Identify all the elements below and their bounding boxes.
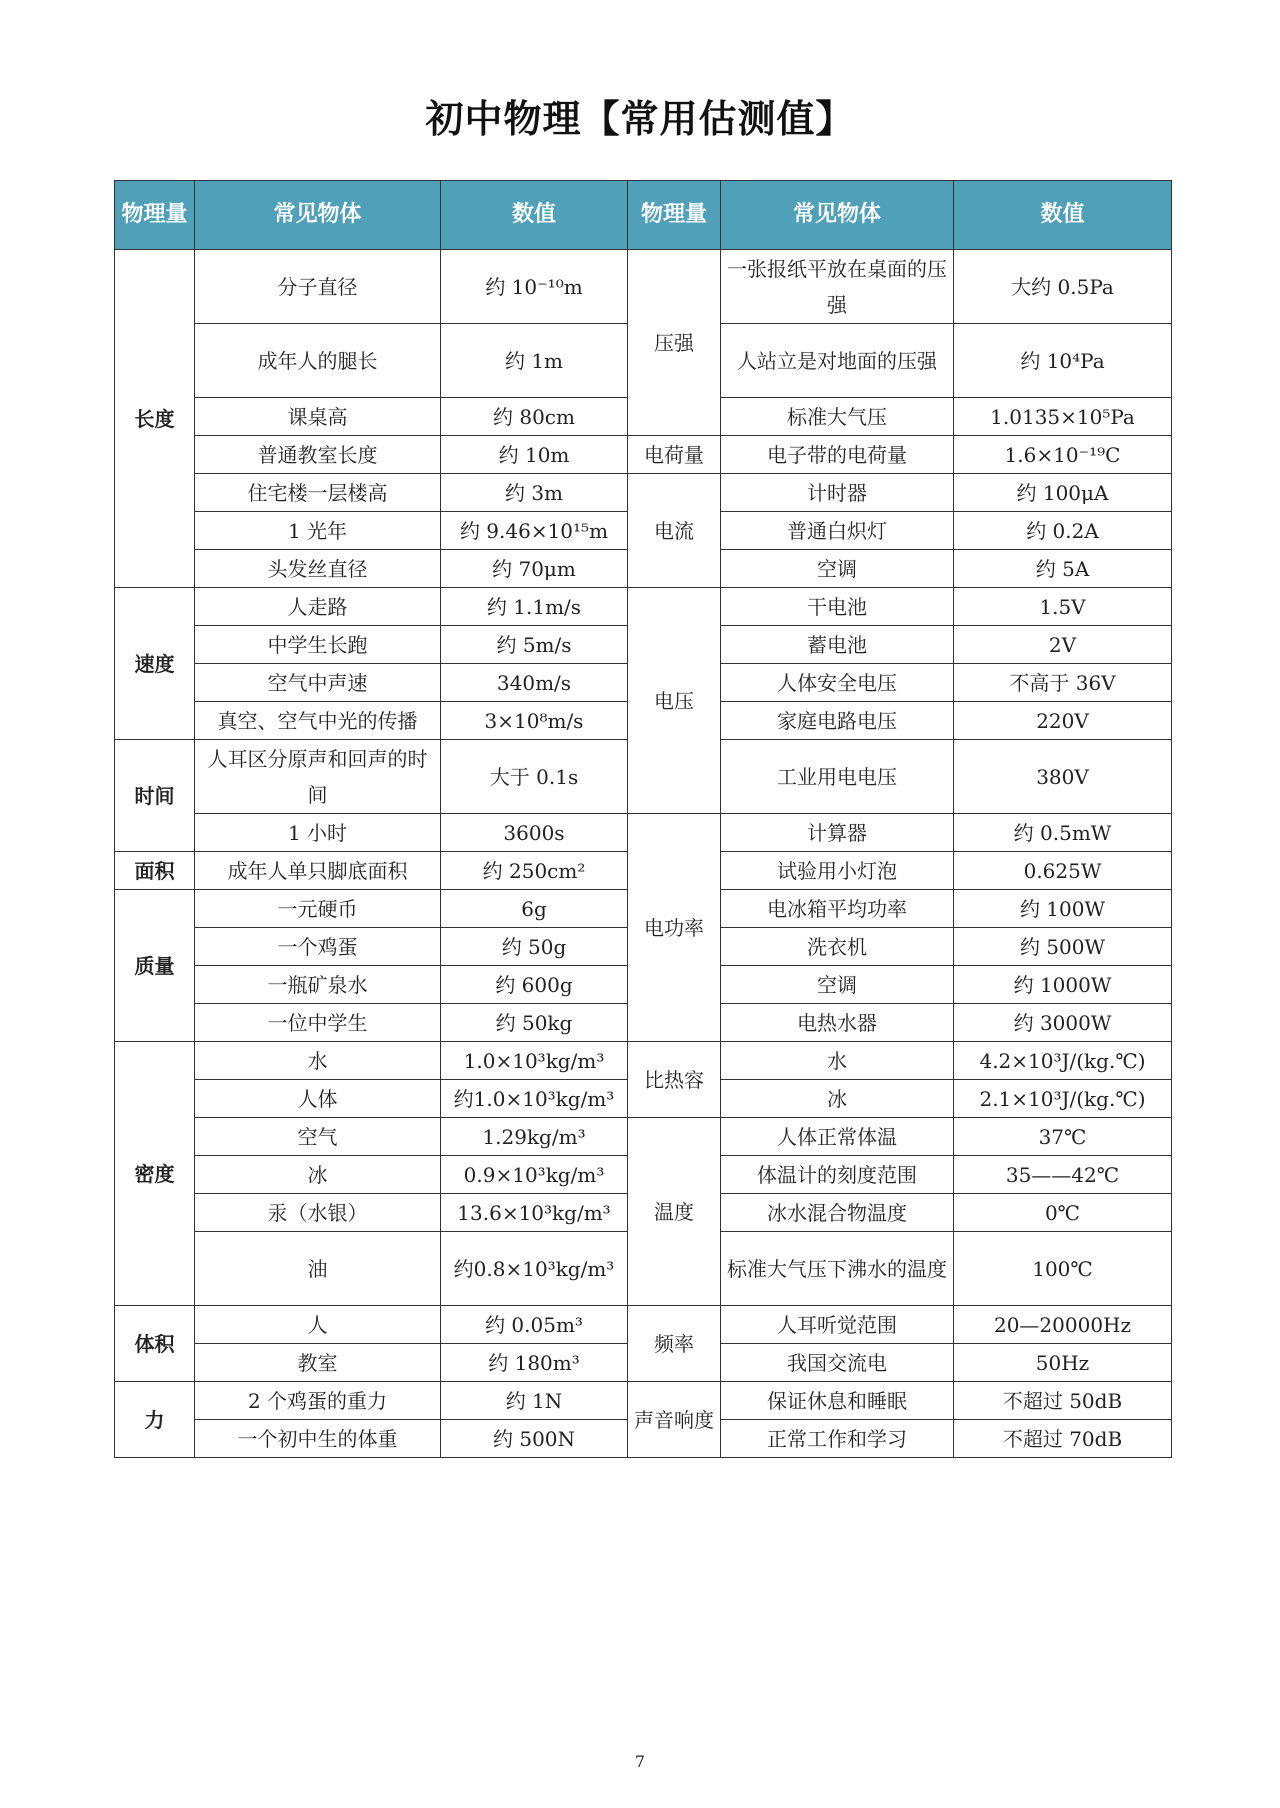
category-time: 时间 — [115, 740, 195, 852]
value-cell: 3×10⁸m/s — [441, 702, 628, 740]
value-cell: 约 600g — [441, 966, 628, 1004]
value-cell: 约 1N — [441, 1382, 628, 1420]
value-cell: 约 1000W — [954, 966, 1172, 1004]
value-cell: 2.1×10³J/(kg.℃) — [954, 1080, 1172, 1118]
category-power: 电功率 — [628, 814, 721, 1042]
value-cell: 约 50kg — [441, 1004, 628, 1042]
object-cell: 计时器 — [721, 474, 954, 512]
value-cell: 约 0.5mW — [954, 814, 1172, 852]
object-cell: 人体安全电压 — [721, 664, 954, 702]
object-cell: 一个初中生的体重 — [195, 1420, 441, 1458]
value-cell: 不高于 36V — [954, 664, 1172, 702]
value-cell: 约 0.05m³ — [441, 1306, 628, 1344]
object-cell: 空气 — [195, 1118, 441, 1156]
object-cell: 空调 — [721, 966, 954, 1004]
object-cell: 2 个鸡蛋的重力 — [195, 1382, 441, 1420]
table-row — [115, 1042, 1172, 1080]
value-cell: 约 10⁴Pa — [954, 324, 1172, 398]
header-value: 数值 — [441, 181, 628, 250]
value-cell: 100℃ — [954, 1232, 1172, 1306]
value-cell: 1.0×10³kg/m³ — [441, 1042, 628, 1080]
category-length: 长度 — [115, 250, 195, 588]
object-cell: 工业用电电压 — [721, 740, 954, 814]
object-cell: 洗衣机 — [721, 928, 954, 966]
table-row — [115, 588, 1172, 626]
value-cell: 约 100W — [954, 890, 1172, 928]
table-row — [115, 474, 1172, 512]
object-cell: 油 — [195, 1232, 441, 1306]
object-cell: 正常工作和学习 — [721, 1420, 954, 1458]
object-cell: 冰 — [721, 1080, 954, 1118]
category-loudness: 声音响度 — [628, 1382, 721, 1458]
object-cell: 一个鸡蛋 — [195, 928, 441, 966]
value-cell: 约 1m — [441, 324, 628, 398]
value-cell: 4.2×10³J/(kg.℃) — [954, 1042, 1172, 1080]
object-cell: 1 小时 — [195, 814, 441, 852]
value-cell: 约 9.46×10¹⁵m — [441, 512, 628, 550]
object-cell: 保证休息和睡眠 — [721, 1382, 954, 1420]
object-cell: 冰水混合物温度 — [721, 1194, 954, 1232]
value-cell: 1.5V — [954, 588, 1172, 626]
value-cell: 约 100μA — [954, 474, 1172, 512]
value-cell: 3600s — [441, 814, 628, 852]
category-heat-capacity: 比热容 — [628, 1042, 721, 1118]
object-cell: 人耳区分原声和回声的时间 — [195, 740, 441, 814]
value-cell: 37℃ — [954, 1118, 1172, 1156]
value-cell: 1.6×10⁻¹⁹C — [954, 436, 1172, 474]
value-cell: 约 80cm — [441, 398, 628, 436]
object-cell: 成年人的腿长 — [195, 324, 441, 398]
object-cell: 汞（水银） — [195, 1194, 441, 1232]
value-cell: 约 3m — [441, 474, 628, 512]
category-volume: 体积 — [115, 1306, 195, 1382]
table-row — [115, 1306, 1172, 1344]
value-cell: 50Hz — [954, 1344, 1172, 1382]
object-cell: 电冰箱平均功率 — [721, 890, 954, 928]
category-force: 力 — [115, 1382, 195, 1458]
value-cell: 约 500N — [441, 1420, 628, 1458]
value-cell: 35——42℃ — [954, 1156, 1172, 1194]
table-row — [115, 1118, 1172, 1156]
value-cell: 约 1.1m/s — [441, 588, 628, 626]
header-value-2: 数值 — [954, 181, 1172, 250]
value-cell: 约 250cm² — [441, 852, 628, 890]
object-cell: 电热水器 — [721, 1004, 954, 1042]
category-density: 密度 — [115, 1042, 195, 1306]
object-cell: 中学生长跑 — [195, 626, 441, 664]
object-cell: 冰 — [195, 1156, 441, 1194]
object-cell: 标准大气压下沸水的温度 — [721, 1232, 954, 1306]
object-cell: 干电池 — [721, 588, 954, 626]
value-cell: 约0.8×10³kg/m³ — [441, 1232, 628, 1306]
object-cell: 水 — [721, 1042, 954, 1080]
object-cell: 人站立是对地面的压强 — [721, 324, 954, 398]
category-area: 面积 — [115, 852, 195, 890]
object-cell: 一张报纸平放在桌面的压强 — [721, 250, 954, 324]
category-temperature: 温度 — [628, 1118, 721, 1306]
object-cell: 计算器 — [721, 814, 954, 852]
value-cell: 6g — [441, 890, 628, 928]
object-cell: 电子带的电荷量 — [721, 436, 954, 474]
value-cell: 约 5A — [954, 550, 1172, 588]
object-cell: 体温计的刻度范围 — [721, 1156, 954, 1194]
value-cell: 220V — [954, 702, 1172, 740]
object-cell: 普通教室长度 — [195, 436, 441, 474]
object-cell: 一瓶矿泉水 — [195, 966, 441, 1004]
value-cell: 不超过 70dB — [954, 1420, 1172, 1458]
object-cell: 空气中声速 — [195, 664, 441, 702]
object-cell: 头发丝直径 — [195, 550, 441, 588]
header-object: 常见物体 — [195, 181, 441, 250]
object-cell: 空调 — [721, 550, 954, 588]
object-cell: 分子直径 — [195, 250, 441, 324]
value-cell: 大约 0.5Pa — [954, 250, 1172, 324]
value-cell: 0℃ — [954, 1194, 1172, 1232]
value-cell: 约1.0×10³kg/m³ — [441, 1080, 628, 1118]
table-row — [115, 814, 1172, 852]
category-charge: 电荷量 — [628, 436, 721, 474]
table-header-row — [115, 181, 1172, 250]
object-cell: 普通白炽灯 — [721, 512, 954, 550]
object-cell: 人走路 — [195, 588, 441, 626]
page-title: 初中物理【常用估测值】 — [425, 97, 855, 141]
table-row — [115, 436, 1172, 474]
object-cell: 1 光年 — [195, 512, 441, 550]
object-cell: 标准大气压 — [721, 398, 954, 436]
value-cell: 13.6×10³kg/m³ — [441, 1194, 628, 1232]
value-cell: 20—20000Hz — [954, 1306, 1172, 1344]
value-cell: 约 70μm — [441, 550, 628, 588]
object-cell: 人体正常体温 — [721, 1118, 954, 1156]
object-cell: 一元硬币 — [195, 890, 441, 928]
object-cell: 一位中学生 — [195, 1004, 441, 1042]
value-cell: 340m/s — [441, 664, 628, 702]
value-cell: 380V — [954, 740, 1172, 814]
object-cell: 人 — [195, 1306, 441, 1344]
object-cell: 试验用小灯泡 — [721, 852, 954, 890]
value-cell: 约 0.2A — [954, 512, 1172, 550]
value-cell: 不超过 50dB — [954, 1382, 1172, 1420]
value-cell: 大于 0.1s — [441, 740, 628, 814]
value-cell: 0.625W — [954, 852, 1172, 890]
value-cell: 约 3000W — [954, 1004, 1172, 1042]
page-number: 7 — [634, 1752, 646, 1771]
value-cell: 约 180m³ — [441, 1344, 628, 1382]
object-cell: 教室 — [195, 1344, 441, 1382]
object-cell: 人耳听觉范围 — [721, 1306, 954, 1344]
category-voltage: 电压 — [628, 588, 721, 814]
object-cell: 真空、空气中光的传播 — [195, 702, 441, 740]
category-current: 电流 — [628, 474, 721, 588]
object-cell: 成年人单只脚底面积 — [195, 852, 441, 890]
category-speed: 速度 — [115, 588, 195, 740]
object-cell: 人体 — [195, 1080, 441, 1118]
value-cell: 约 50g — [441, 928, 628, 966]
category-mass: 质量 — [115, 890, 195, 1042]
object-cell: 家庭电路电压 — [721, 702, 954, 740]
object-cell: 住宅楼一层楼高 — [195, 474, 441, 512]
object-cell: 蓄电池 — [721, 626, 954, 664]
value-cell: 约 10⁻¹⁰m — [441, 250, 628, 324]
value-cell: 约 500W — [954, 928, 1172, 966]
value-cell: 1.0135×10⁵Pa — [954, 398, 1172, 436]
value-cell: 1.29kg/m³ — [441, 1118, 628, 1156]
object-cell: 课桌高 — [195, 398, 441, 436]
header-quantity: 物理量 — [115, 181, 195, 250]
estimate-table — [114, 180, 1172, 1458]
value-cell: 约 5m/s — [441, 626, 628, 664]
table-row — [115, 1382, 1172, 1420]
value-cell: 0.9×10³kg/m³ — [441, 1156, 628, 1194]
header-object-2: 常见物体 — [721, 181, 954, 250]
table-row — [115, 250, 1172, 324]
value-cell: 约 10m — [441, 436, 628, 474]
category-frequency: 频率 — [628, 1306, 721, 1382]
category-pressure: 压强 — [628, 250, 721, 436]
object-cell: 我国交流电 — [721, 1344, 954, 1382]
header-quantity-2: 物理量 — [628, 181, 721, 250]
value-cell: 2V — [954, 626, 1172, 664]
object-cell: 水 — [195, 1042, 441, 1080]
